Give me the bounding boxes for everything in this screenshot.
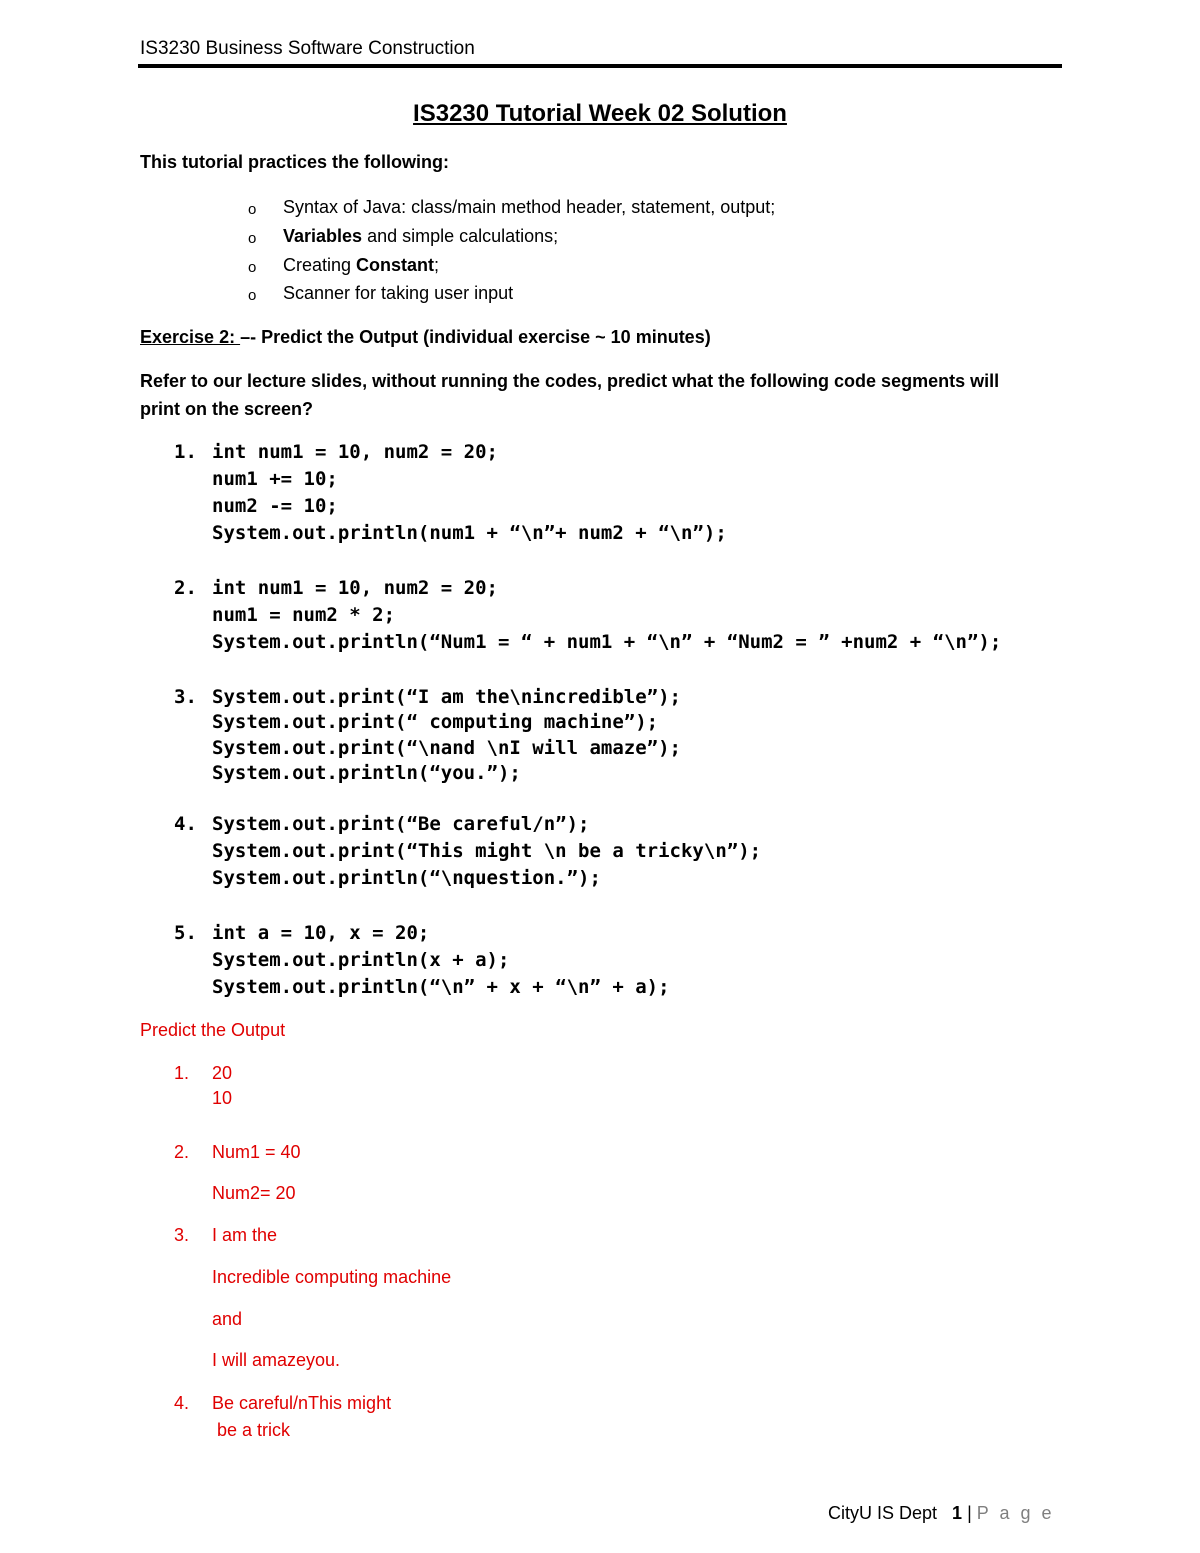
- code-line: System.out.println(“you.”);: [212, 762, 521, 784]
- bullet-marker: o: [248, 230, 257, 247]
- bullet-marker: o: [248, 201, 257, 218]
- page-label: P a g e: [976, 1503, 1055, 1523]
- exercise-instructions: print on the screen?: [140, 399, 314, 419]
- code-line: System.out.print(“\nand \nI will amaze”);: [212, 737, 681, 759]
- answer-line: Num2= 20: [212, 1183, 296, 1203]
- running-header: IS3230 Business Software Construction: [140, 38, 475, 59]
- answer-line: 20: [212, 1063, 233, 1083]
- answer-line: and: [212, 1309, 243, 1329]
- code-line: int num1 = 10, num2 = 20;: [212, 441, 498, 463]
- page-title: IS3230 Tutorial Week 02 Solution: [413, 100, 787, 127]
- exercise-instructions: Refer to our lecture slides, without running the codes, predict what the following code segments will: [140, 371, 1000, 391]
- answer-number: 2.: [174, 1142, 190, 1162]
- exercise-title: –- Predict the Output (individual exercise ~ 10 minutes): [240, 327, 711, 347]
- answer-line: 10: [212, 1088, 233, 1108]
- page-number: 1: [952, 1503, 963, 1523]
- code-line: System.out.print(“ computing machine”);: [212, 711, 659, 733]
- code-line: int a = 10, x = 20;: [212, 922, 430, 944]
- code-line: System.out.print(“Be careful/n”);: [212, 813, 590, 835]
- answer-number: 1.: [174, 1063, 190, 1083]
- code-number: 4.: [174, 813, 197, 835]
- code-number: 5.: [174, 922, 197, 944]
- answer-number: 4.: [174, 1393, 190, 1413]
- answer-number: 3.: [174, 1225, 190, 1245]
- answer-line: Be careful/nThis might: [212, 1393, 392, 1413]
- footer-dept: CityU IS Dept: [828, 1503, 938, 1523]
- footer-separator: |: [967, 1503, 972, 1523]
- answers-heading: Predict the Output: [140, 1020, 286, 1040]
- code-line: num1 += 10;: [212, 468, 338, 490]
- bullet-marker: o: [248, 287, 257, 304]
- code-number: 3.: [174, 686, 197, 708]
- answer-line: Incredible computing machine: [212, 1267, 452, 1287]
- bullet-marker: o: [248, 259, 257, 276]
- code-number: 2.: [174, 577, 197, 599]
- exercise-label: Exercise 2:: [140, 327, 241, 347]
- page-footer: [828, 1503, 1055, 1524]
- bullet-item: Variables and simple calculations;: [283, 226, 559, 246]
- code-line: System.out.print(“This might \n be a tricky\n”);: [212, 840, 762, 862]
- code-line: num2 -= 10;: [212, 495, 338, 517]
- code-line: System.out.println(“\n” + x + “\n” + a);: [212, 976, 670, 998]
- code-line: System.out.println(num1 + “\n”+ num2 + “\n”);: [212, 522, 727, 544]
- code-number: 1.: [174, 441, 197, 463]
- code-line: System.out.println(“\nquestion.”);: [212, 867, 601, 889]
- exercise-heading: [140, 327, 711, 348]
- bullet-item: Scanner for taking user input: [283, 283, 514, 303]
- code-line: System.out.println(x + a);: [212, 949, 510, 971]
- bullet-item: Syntax of Java: class/main method header, statement, output;: [283, 197, 776, 217]
- code-line: System.out.println(“Num1 = “ + num1 + “\n” + “Num2 = ” +num2 + “\n”);: [212, 631, 1002, 653]
- bullet-item: Creating Constant;: [283, 255, 440, 275]
- answer-line: I am the: [212, 1225, 278, 1245]
- intro-text: This tutorial practices the following:: [140, 152, 450, 172]
- code-line: System.out.print(“I am the\nincredible”);: [212, 686, 681, 708]
- answer-line: I will amazeyou.: [212, 1350, 341, 1370]
- code-line: int num1 = 10, num2 = 20;: [212, 577, 498, 599]
- header-rule: [138, 64, 1062, 68]
- answer-line: be a trick: [212, 1420, 291, 1440]
- answer-line: Num1 = 40: [212, 1142, 301, 1162]
- code-line: num1 = num2 * 2;: [212, 604, 396, 626]
